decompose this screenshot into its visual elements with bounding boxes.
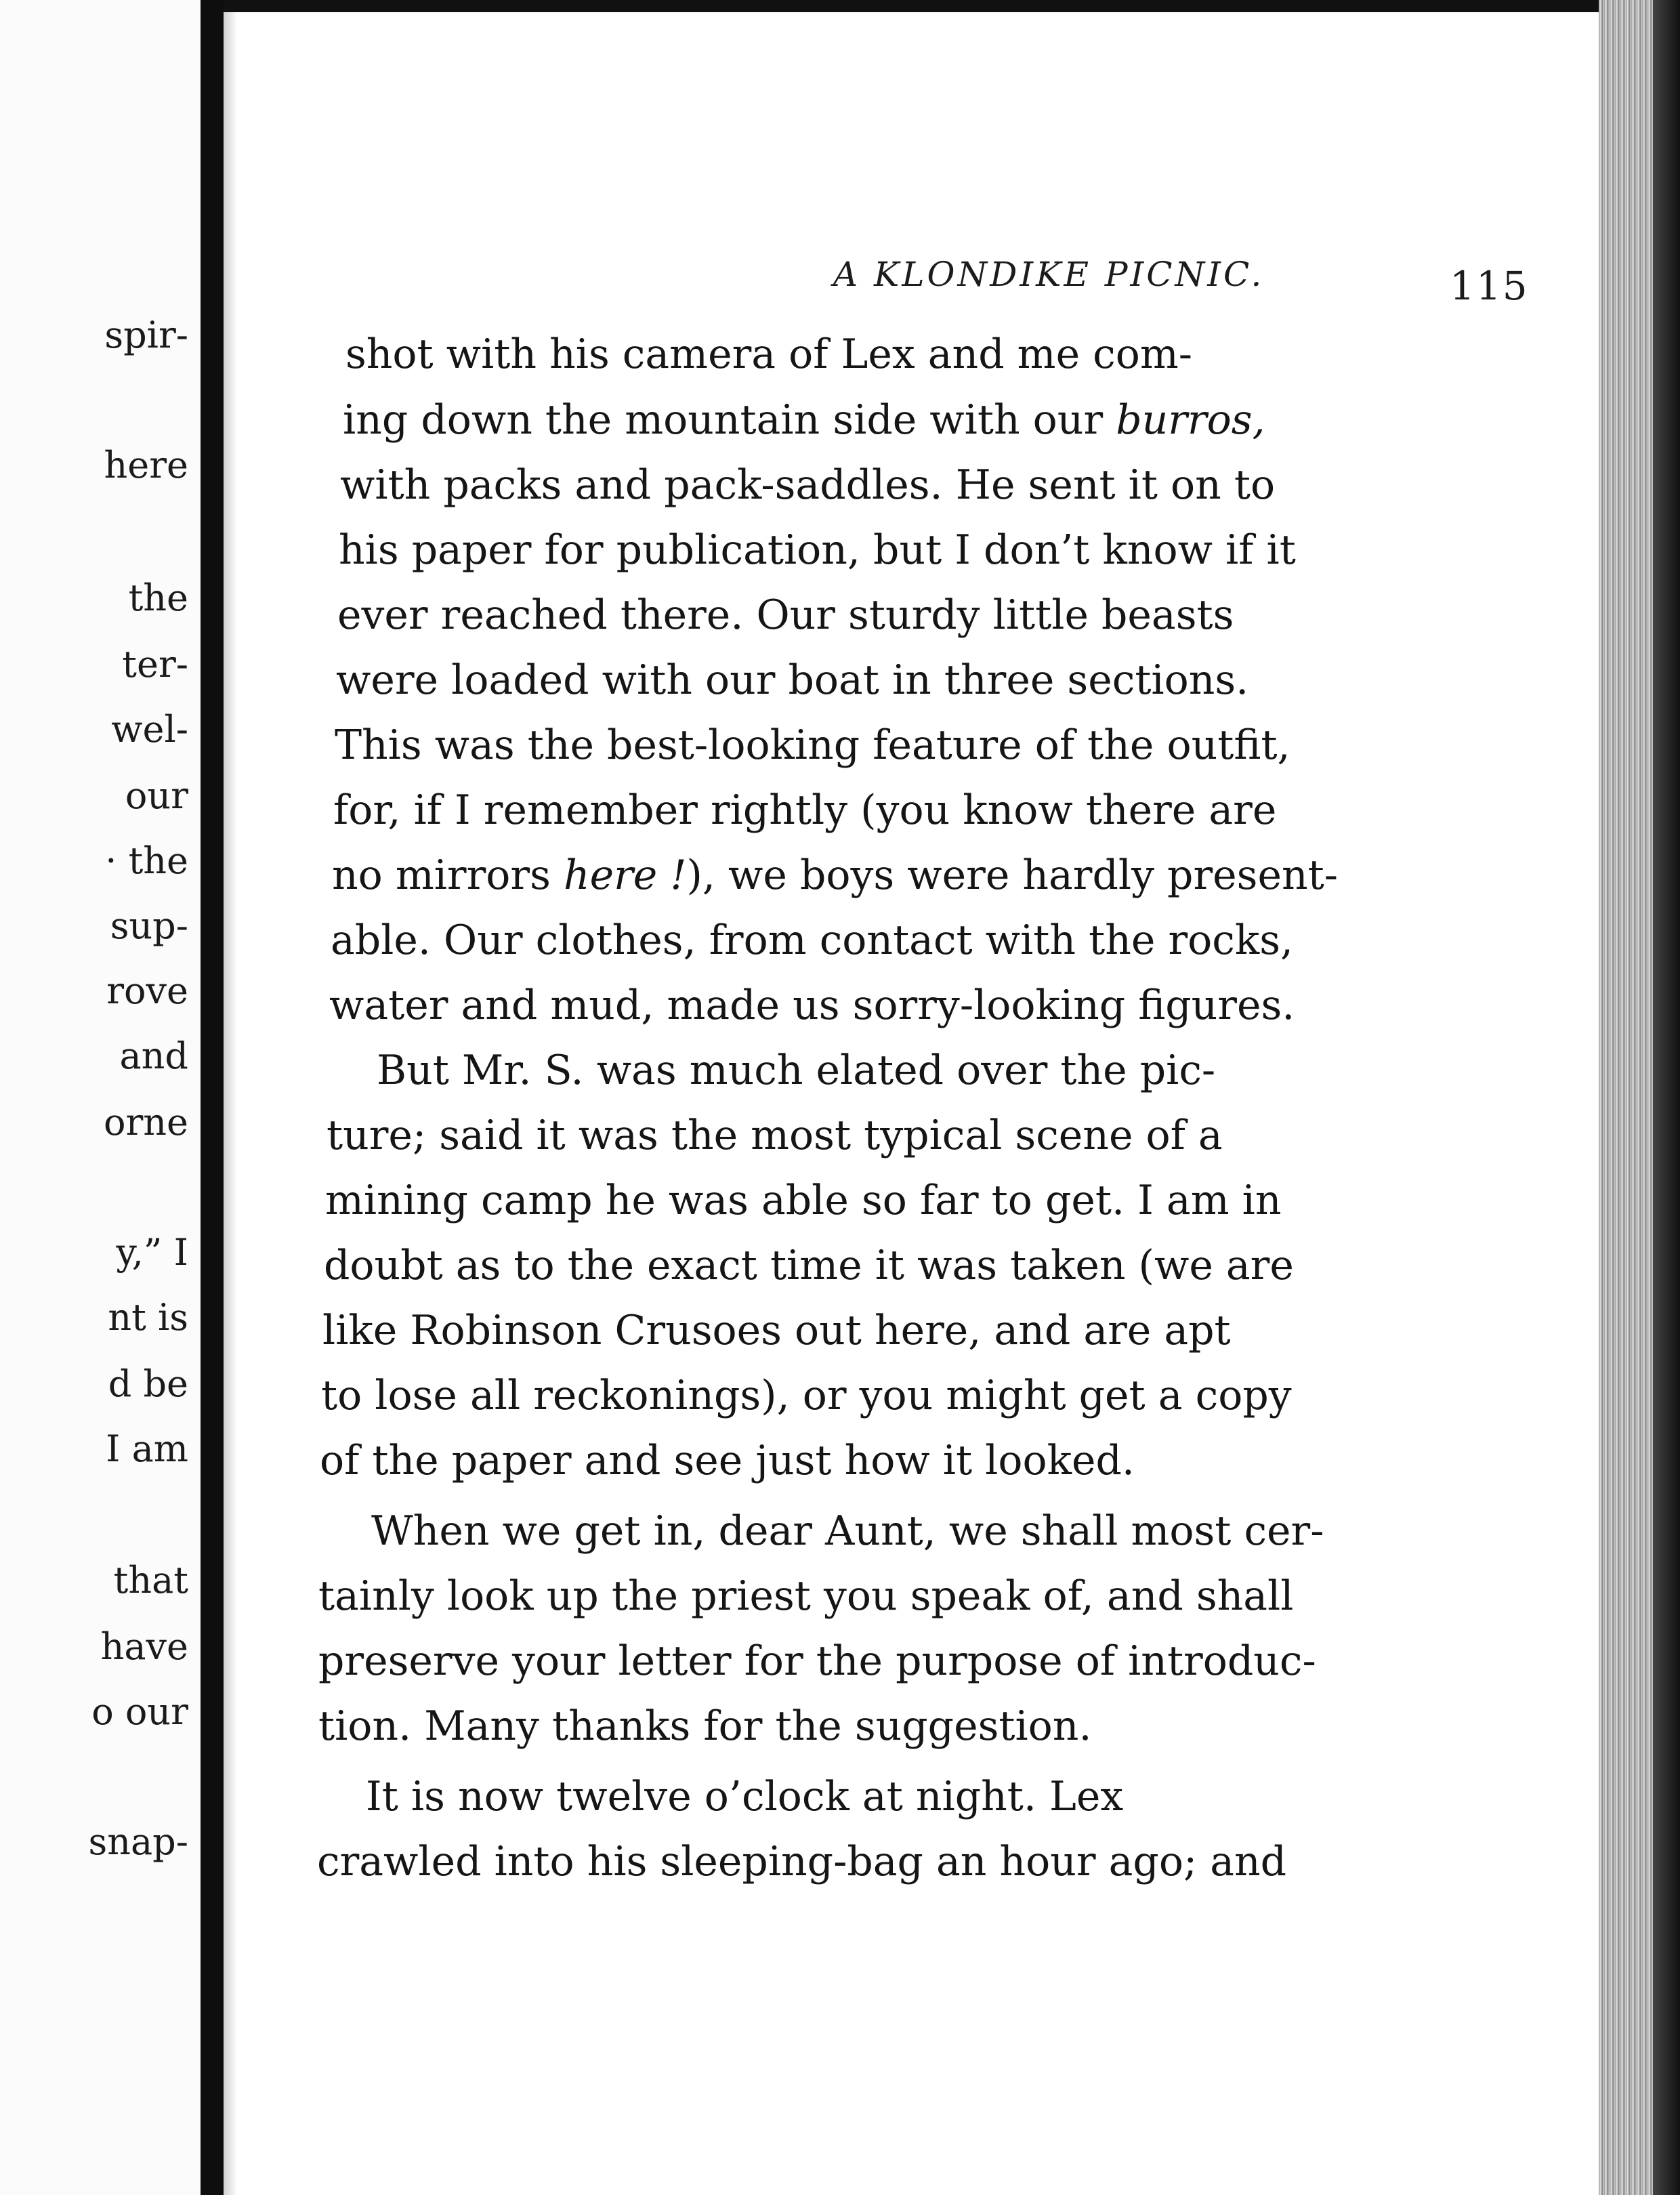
scan-right-edge xyxy=(1653,0,1680,2195)
body-line: able. Our clothes, from contact with the rocks, xyxy=(331,917,1294,964)
left-page-fragment: spir- xyxy=(104,314,188,356)
left-page-fragment: orne xyxy=(103,1101,188,1144)
body-line: tainly look up the priest you speak of, and shall xyxy=(318,1572,1294,1620)
left-page-fragment: have xyxy=(100,1625,188,1668)
scan-top-edge xyxy=(224,0,1680,12)
running-title: A KLONDIKE PICNIC. xyxy=(833,255,1265,294)
body-line: water and mud, made us sorry-looking figures. xyxy=(329,982,1295,1029)
left-page-fragment: that xyxy=(113,1559,188,1602)
book-gutter xyxy=(201,0,224,2195)
italic-here: here ! xyxy=(563,852,687,899)
left-page-fragment: sup- xyxy=(110,904,188,947)
left-page-fragment: ter- xyxy=(122,643,188,686)
left-page-fragment: y,” I xyxy=(116,1231,188,1274)
body-line: This was the best-looking feature of the outfit, xyxy=(335,722,1290,769)
body-line: his paper for publication, but I don’t know if it xyxy=(339,526,1296,574)
page-number: 115 xyxy=(1450,263,1529,309)
left-page-fragment: nt is xyxy=(108,1296,188,1339)
left-page-fragment: wel- xyxy=(111,708,188,751)
left-page-fragment: and xyxy=(119,1034,188,1077)
left-page-fragment: d be xyxy=(108,1362,188,1405)
gutter-shadow xyxy=(224,0,237,2195)
left-page-fragment: rove xyxy=(106,969,188,1012)
body-line: like Robinson Crusoes out here, and are apt xyxy=(322,1307,1231,1354)
left-page-fragment: here xyxy=(104,444,188,486)
body-line: were loaded with our boat in three sections. xyxy=(336,656,1249,704)
body-line: It is now twelve o’clock at night. Lex xyxy=(366,1773,1124,1820)
body-line: no mirrors here !), we boys were hardly present- xyxy=(332,852,1338,899)
left-page-fragment: I am xyxy=(106,1427,188,1470)
left-page-fragment: · the xyxy=(105,839,188,882)
left-facing-page xyxy=(0,0,201,2195)
body-line: tion. Many thanks for the suggestion. xyxy=(318,1702,1092,1750)
body-line: shot with his camera of Lex and me com- xyxy=(345,331,1193,378)
body-line: to lose all reckonings), or you might get a copy xyxy=(321,1372,1292,1419)
body-line: doubt as to the exact time it was taken (we are xyxy=(324,1242,1294,1289)
body-line: of the paper and see just how it looked. xyxy=(320,1437,1135,1484)
body-line: preserve your letter for the purpose of introduc- xyxy=(318,1637,1316,1685)
body-line: ever reached there. Our sturdy little beasts xyxy=(337,591,1234,639)
italic-burros: burros, xyxy=(1116,396,1265,444)
body-line: ture; said it was the most typical scene of a xyxy=(327,1112,1223,1159)
body-line: ing down the mountain side with our burros, xyxy=(343,396,1265,444)
left-page-fragment: the xyxy=(128,577,188,619)
left-page-fragment: our xyxy=(125,774,188,817)
body-line: mining camp he was able so far to get. I am in xyxy=(325,1177,1282,1224)
left-page-fragment: snap- xyxy=(88,1820,188,1863)
body-line: for, if I remember rightly (you know there are xyxy=(333,787,1277,834)
body-line: When we get in, dear Aunt, we shall most cer- xyxy=(371,1507,1324,1555)
body-line: But Mr. S. was much elated over the pic- xyxy=(377,1047,1216,1094)
right-page xyxy=(237,12,1599,2195)
left-page-fragment: o our xyxy=(91,1690,188,1733)
body-line: with packs and pack-saddles. He sent it on to xyxy=(340,461,1276,509)
body-line: crawled into his sleeping-bag an hour ago; and xyxy=(317,1838,1287,1885)
